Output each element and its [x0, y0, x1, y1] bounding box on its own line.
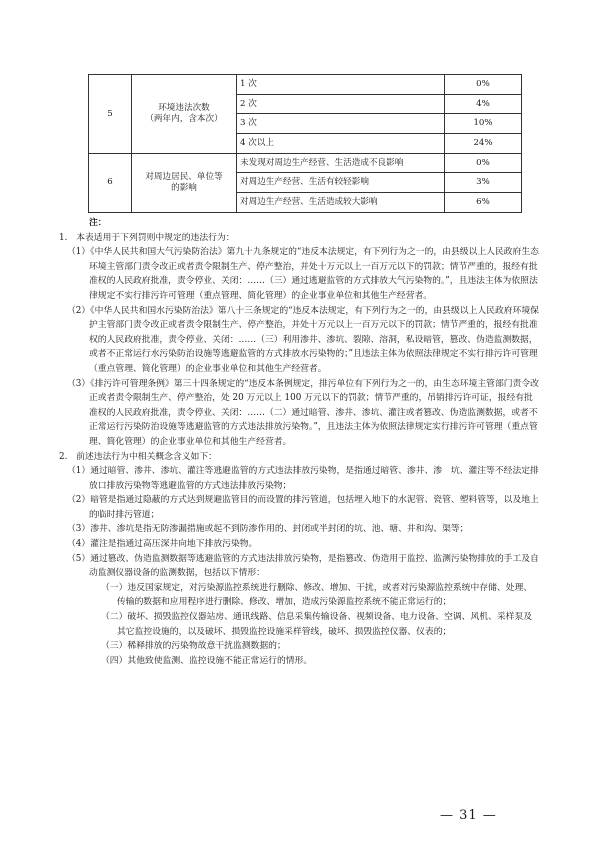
note-1-2: （2）《中华人民共和国水污染防治法》第八十三条规定的“违反本法规定，有下列行为之一的，由县级以上人民政府环境保护主管部门责令改正或者责令限制生产、停产整治，并处十万元以上一百万元以下的罚款；情节严重的，报经有批准权的人民政府批准，责令停业、关闭：……（三）利用渗井、渗坑、裂隙、溶洞，私设暗管，篡改、伪造监测数据，或者不正常运行水污染防治设施等逃避监管的方式排放水污染物的；”且违法主体为依照法律规定不实行排污许可管理（重点管理、简化管理）的企业事业单位和其他生产经营者。 [67, 305, 539, 374]
notes-title: 注： [89, 218, 107, 228]
criterion-score: 0% [445, 75, 522, 95]
criterion-desc: 未发现对周边生产经营、生活造成不良影响 [237, 153, 445, 173]
criterion-desc: 4 次以上 [237, 134, 445, 154]
note-1-1: （1）《中华人民共和国大气污染防治法》第九十九条规定的“违反本法规定，有下列行为之一的，由县级以上人民政府生态环境主管部门责令改正或者责令限制生产、停产整治，并处十万元以上一百万元以下的罚款；情节严重的，报经有批准权的人民政府批准，责令停业、关闭：……（三）通过逃避监管的方式排放大气污染物的。”，且违法主体为依照法律规定不实行排污许可管理（重点管理、简化管理）的企业事业单位和其他生产经营者。 [67, 247, 539, 301]
note-2-5-b: （二）破坏、损毁监控仪器站房、通讯线路、信息采集传输设备、视频设备、电力设备、空调、风机、采样泵及其它监控设施的，以及破坏、损毁监控设施采样管线，破坏、损毁监控仪器、仪表的； [101, 612, 533, 637]
note-2-5-d: （四）其他致使监测、监控设施不能正常运行的情形。 [101, 655, 313, 666]
note-2: 2. 前述违法行为中相关概念含义如下： [59, 451, 217, 462]
criterion-desc: 2 次 [237, 94, 445, 114]
criterion-desc: 对周边生产经营、生活造成较大影响 [237, 193, 445, 213]
criterion-score: 3% [445, 173, 522, 193]
page-number: — 31 — [440, 808, 497, 823]
note-1-3: （3）《排污许可管理条例》第三十四条规定的“违反本条例规定，排污单位有下列行为之一的，由生态环境主管部门责令改正或者责令限制生产、停产整治，处 20 万元以上 100 万元以下的罚款；情节严重的，吊销排污许可证，报经有批准权的人民政府批准，责令停业、关闭：……（二）通过暗管、渗井、渗坑、灌注或者篡改、伪造监测数据，或者不正常运行污染防治设施等逃避监管的方式违法排放污染物。”，且违法主体为依照法律规定实行排污许可管理（重点管理、简化管理）的企业事业单位和其他生产经营者。 [67, 378, 539, 447]
note-2-4: （4）灌注是指通过高压深井向地下排放污染物。 [67, 539, 258, 550]
criterion-desc: 1 次 [237, 75, 445, 95]
criterion-score: 0% [445, 153, 522, 173]
row-number: 5 [89, 75, 132, 154]
criterion-score: 4% [445, 94, 522, 114]
criterion-score: 10% [445, 114, 522, 134]
table-row [89, 153, 522, 173]
row-item: 对周边居民、单位等 的影响 [132, 153, 237, 212]
note-1: 1. 本表适用于下列罚则中规定的违法行为： [59, 232, 235, 243]
criterion-score: 24% [445, 134, 522, 154]
criterion-desc: 对周边生产经营、生活有较轻影响 [237, 173, 445, 193]
note-2-2: （2）暗管是指通过隐蔽的方式达到规避监管目的而设置的排污管道，包括埋入地下的水泥管、瓷管、塑料管等，以及地上的临时排污管道； [67, 495, 539, 520]
note-2-5: （5）通过篡改、伪造监测数据等逃避监管的方式违法排放污染物，是指篡改、伪造用于监控、监测污染物排放的手工及自动监测仪器设备的监测数据，包括以下情形： [67, 553, 539, 579]
table-row [89, 75, 522, 95]
notes-section [59, 216, 539, 668]
note-2-5-a: （一）违反国家规定，对污染源监控系统进行删除、修改、增加、干扰，或者对污染源监控系统中存储、处理、传输的数据和应用程序进行删除、修改、增加，造成污染源监控系统不能正常运行的； [101, 582, 533, 608]
note-2-5-c: （三）稀释排放的污染物故意干扰监测数据的； [101, 641, 286, 652]
note-2-3: （3）渗井、渗坑是指无防渗漏措施或起不到防渗作用的、封闭或半封闭的坑、池、塘、井和沟、渠等； [67, 524, 469, 535]
criterion-desc: 3 次 [237, 114, 445, 134]
criterion-score: 6% [445, 193, 522, 213]
scoring-table [88, 74, 522, 213]
row-item: 环境违法次数 （两年内，含本次） [132, 75, 237, 154]
row-number: 6 [89, 153, 132, 212]
note-2-1: （1）通过暗管、渗井、渗坑、灌注等逃避监管的方式违法排放污染物，是指通过暗管、渗井、渗 坑、灌注等不经法定排放口排放污染物等逃避监管的方式违法排放污染物； [67, 466, 539, 491]
